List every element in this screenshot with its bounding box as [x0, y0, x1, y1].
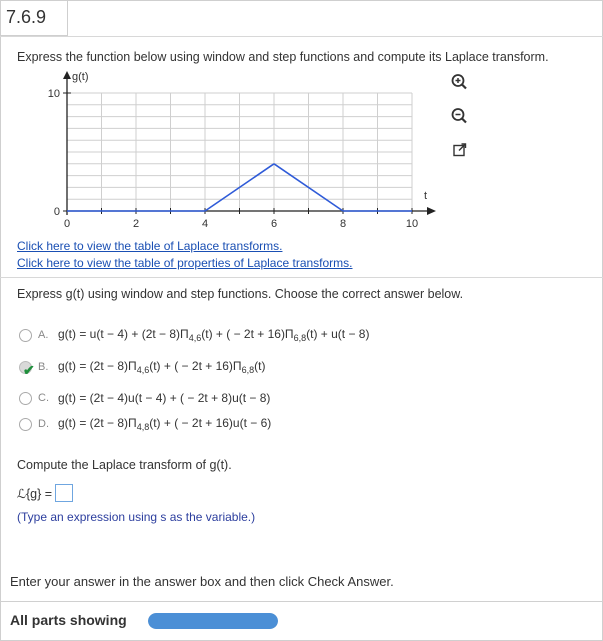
problem-number: 7.6.9: [6, 7, 47, 27]
popout-icon: [452, 142, 468, 158]
x-tick-label: 10: [405, 218, 419, 230]
zoom-out-icon: [449, 106, 469, 126]
progress-fill: [148, 613, 278, 629]
x-tick-label: 0: [63, 218, 71, 230]
parts-status: All parts showing: [10, 612, 127, 628]
answer-prefix: ℒ{g} =: [17, 486, 53, 501]
title-bar: [0, 0, 603, 36]
answer-input[interactable]: [55, 484, 73, 502]
choice-a[interactable]: [19, 325, 369, 345]
choice-text: $g(t) = u(t - 4) + (2t - 8)\Pi_{4,6}(t)$ + ( − $2t + 16)\Pi_{6,8}(t) + u(t - 8)$: [58, 327, 370, 343]
laplace-properties-link[interactable]: Click here to view the table of properties of Laplace transforms.: [17, 256, 353, 270]
compute-label: Compute the Laplace transform of g(t).: [17, 458, 232, 472]
choice-text: $g(t) = (2t - 8)\Pi_{4,8}(t)$ + ( − 2t + 16)u(t − 6): [58, 416, 272, 432]
footer: [0, 601, 603, 641]
choice-prompt: Express g(t) using window and step functions. Choose the correct answer below.: [17, 287, 464, 301]
radio-d[interactable]: [19, 418, 32, 431]
x-axis-arrow: [427, 207, 436, 215]
choice-text: g(t) = (2t − 4)u(t − 4) + ( − 2t + 8)u(t − 8): [58, 391, 271, 405]
radio-a[interactable]: [19, 329, 32, 342]
answer-line: [17, 484, 73, 502]
divider: [0, 277, 603, 278]
zoom-in-icon: [449, 72, 469, 92]
answer-hint: (Type an expression using s as the variable.): [17, 510, 256, 524]
y-tick-label: 0: [53, 206, 60, 218]
instruction-text: Enter your answer in the answer box and then click Check Answer.: [10, 574, 394, 589]
function-graph: [0, 60, 603, 235]
zoom-in-button[interactable]: [449, 72, 469, 92]
choice-letter: D.: [38, 418, 49, 430]
radio-c[interactable]: [19, 392, 32, 405]
x-tick-label: 2: [132, 218, 140, 230]
y-tick-label: 10: [47, 88, 60, 100]
question-intro: Express the function below using window and step functions and compute its Laplace transform.: [17, 50, 549, 64]
popout-button[interactable]: [452, 142, 472, 162]
divider: [0, 36, 603, 37]
choice-d[interactable]: [19, 414, 271, 434]
correct-check-icon: ✔: [23, 362, 35, 378]
choice-c[interactable]: [19, 388, 270, 408]
x-tick-label: 4: [201, 218, 209, 230]
x-tick-label: 8: [339, 218, 347, 230]
grid: [67, 93, 412, 211]
choice-text: $g(t) = (2t - 8)\Pi_{4,6}(t)$ + ( − $2t + 16)\Pi_{6,8}(t)$: [58, 359, 266, 375]
x-axis-label: t: [424, 190, 428, 202]
choice-letter: A.: [38, 329, 49, 341]
x-tick-label: 6: [270, 218, 278, 230]
y-axis-arrow: [63, 71, 71, 79]
axis-labels: [48, 71, 427, 230]
progress-bar: [148, 613, 278, 629]
choice-letter: C.: [38, 392, 49, 404]
zoom-out-button[interactable]: [449, 106, 469, 126]
choice-letter: B.: [38, 361, 49, 373]
choice-b[interactable]: [19, 357, 265, 377]
title-box: [0, 0, 68, 36]
laplace-table-link[interactable]: Click here to view the table of Laplace transforms.: [17, 239, 283, 253]
y-axis-label: g(t): [72, 71, 89, 83]
